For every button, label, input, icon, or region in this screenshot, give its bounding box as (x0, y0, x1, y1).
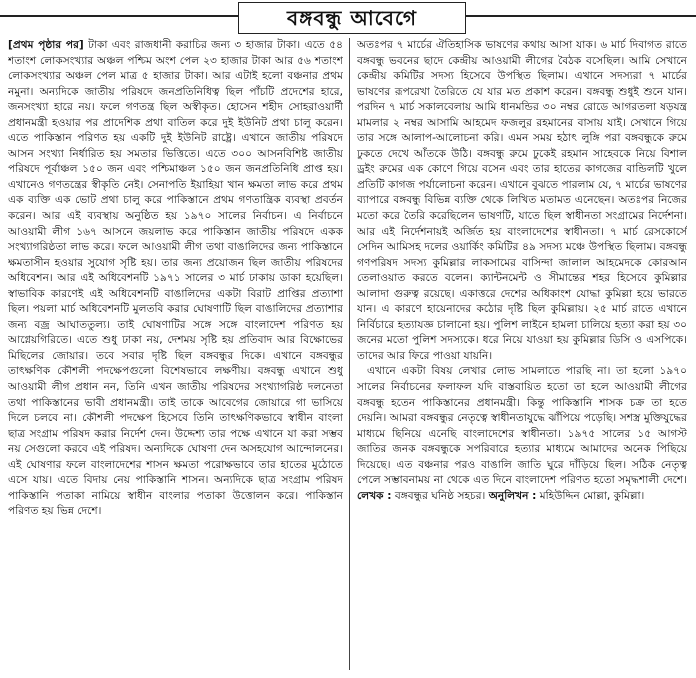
left-paragraph-text: টাকা এবং রাজধানী করাচির জন্য ৩ হাজার টাকা। এতে ৫৪ শতাংশ লোকসংখ্যার অঞ্চল পশ্চিম অংশ পেল ২৩ হাজার টাকা আর ৫৬ শতাংশ লোকসংখ্যার অঞ্চল পেল মাত্র ৫ হাজার টাকা। আর এটাই হলো বঞ্চনার প্রথম নমুনা। অন্যদিকে জাতীয় পরিষদে জনপ্রতিনিধিত্ব ছিল পাঁচটি প্রদেশের হারে, জনসংখ্যা হারে নয়। ফলে গণতন্ত্র ছিল অস্বীকৃত। হোসেন শহীদ সোহরাওয়ার্দী প্রধানমন্ত্রী হওয়ার পর প্রাদেশিক প্রথা বাতিল করে দুই ইউনিট প্রথা চালু করেন। এতে পাকিস্তান পরিণত হয় একটি দুই ইউনিট রাষ্ট্রে। এখানে জাতীয় পরিষদে আসন সংখ্যা নির্ধারিত হয় সমতার ভিত্তিতে। এতে ৩০০ আসনবিশিষ্ট জাতীয় পরিষদে পূর্বাঞ্চল ১৫০ জন এবং পশ্চিমাঞ্চল ১৫০ জন জনপ্রতিনিধি প্রাপ্ত হয়। এখানেও গণতন্ত্রের স্বীকৃতি নেই। সেনাপতি ইয়াহিয়া খান ক্ষমতা লাভ করে প্রথম এক ব্যক্তি এক ভোট প্রথা চালু করে পাকিস্তানে প্রথম গণতান্ত্রিক ব্যবস্থা প্রবর্তন করেন। আর এই ব্যবস্থায় অনুষ্ঠিত হয় ১৯৭০ সালের নির্বাচন। এ নির্বাচনে আওয়ামী লীগ ১৬৭ আসনে জয়লাভ করে পাকিস্তান জাতীয় পরিষদে একক সংখ্যাগরিষ্ঠতা লাভ করে। ফলে আওয়ামী লীগ তথা বাঙালিদের জন্য পাকিস্তানে ক্ষমতাসীন হওয়ার সুযোগ সৃষ্টি হয়। তার জন্য প্রয়োজন ছিল জাতীয় পরিষদের অধিবেশন। আর এই অধিবেশনটি ১৯৭১ সালের ৩ মার্চ ঢাকায় ডাকা হয়েছিল। স্বাভাবিক কারণেই এই অধিবেশনটি বাঙালিদের একটা বিরাট প্রাপ্তির প্রত্যাশা ছিল। পয়লা মার্চ অধিবেশনটি মুলতবি করার ঘোষণাটি ছিল বাঙালিদের প্রত্যাশার জন্য বজ্র আঘাততুল্য। তাই ঘোষণাটির সঙ্গে সঙ্গে বাংলাদেশ পরিণত হয় আগ্নেয়গিরিতে। এতে শুধু ঢাকা নয়, দেশময় সৃষ্টি হয় প্রতিবাদ আর বিক্ষোভের মিছিলের জোয়ার। তবে সবার দৃষ্টি ছিল বঙ্গবন্ধুর দিকে। এখানে বঙ্গবন্ধুর তাৎক্ষণিক কৌশলী পদক্ষেপগুলো বিশেষভাবে লক্ষণীয়। বঙ্গবন্ধু এখানে শুধু আওয়ামী লীগ প্রধান নন, তিনি এখন জাতীয় পরিষদের সংখ্যাগরিষ্ঠ দলনেতা তথা পাকিস্তানের ভাবী প্রধানমন্ত্রী। তাই তাকে আবেগের জোয়ারে গা ভাসিয়ে দিলে চলবে না। কৌশলী পদক্ষেপ হিসেবে তিনি তাৎক্ষণিকভাবে স্বাধীন বাংলা ছাত্র সংগ্রাম পরিষদ করার নির্দেশ দেন। উদ্দেশ্য তার পক্ষে এখানে যা করা সম্ভব নয় সেগুলো করবে এই পরিষদ। অন্যদিকে ঘোষণা দেন অসহযোগ আন্দোলনের। এই ঘোষণার ফলে বাংলাদেশের শাসন ক্ষমতা পরোক্ষভাবে তার হাতের মুঠোতে এসে যায়। এতে বিদায় নেয় পাকিস্তানি শাসন। অন্যদিকে ছাত্র সংগ্রাম পরিষদ পাকিস্তানি পতাকা নামিয়ে স্বাধীন বাংলার পতাকা উত্তোলন করে। পাকিস্তান পরিণত হয় ভিন্ন দেশে। (8, 39, 343, 518)
section-header (238, 2, 466, 34)
right-paragraph-2 (357, 364, 687, 504)
continuation-prefix: [প্রথম পৃষ্ঠার পর] (8, 39, 84, 51)
section-title: বঙ্গবন্ধু আবেগে (287, 6, 417, 30)
column-divider (349, 38, 350, 670)
left-column (8, 38, 343, 672)
transcriber-label: অনুলিখন : (488, 489, 537, 502)
transcriber-text: মহিউদ্দিন মোল্লা, কুমিল্লা। (539, 489, 645, 502)
author-text: বঙ্গবন্ধুর ঘনিষ্ঠ সহচর। (394, 489, 486, 502)
right-column (357, 38, 687, 672)
right-paragraph-1: অতঃপর ৭ মার্চের ঐতিহাসিক ভাষণের কথায় আসা যাক। ৬ মার্চ দিবাগত রাতে বঙ্গবন্ধু ভবনের ছাদে কেন্দ্রীয় আওয়ামী লীগের বৈঠক বসেছিল। আমি সেখানে কেন্দ্রীয় কমিটির সদস্য হিসেবে উপস্থিত ছিলাম। এখানে সদস্যরা ৭ মার্চের ভাষণের রূপরেখা তৈরিতে যে যার মত প্রকাশ করেন। বঙ্গবন্ধু শুধুই শুনে যান। পরদিন ৭ মার্চ সকালবেলায় আমি ধানমন্ডির ৩০ নম্বর রোডে আগরতলা ষড়যন্ত্র মামলার ২ নম্বর আসামি আহমেদ ফজলুর রহমানের বাসায় যাই। সেখানে গিয়ে তার সঙ্গে আলাপ-আলোচনা করি। এমন সময় হঠাৎ লুঙ্গি পরা বঙ্গবন্ধুকে রুমে ঢুকতে দেখে আঁতকে উঠি। বঙ্গবন্ধু রুমে ঢুকেই রহমান সাহেবকে নিয়ে বিশাল ড্রইং রুমের এক কোণে গিয়ে বসেন এবং তার হাতের কাগজের বান্ডিলটি খুলে প্রতিটি কাগজ পর্যালোচনা করেন। এখানে বুঝতে পারলাম যে, ৭ মার্চের ভাষণের ব্যাপারে বঙ্গবন্ধু বিভিন্ন ব্যক্তি থেকে লিখিত মতামত এনেছেন। অতঃপর নিজের মতো করে তৈরি করেছিলেন ভাষণটি, যাতে ছিল স্বাধীনতা সংগ্রামের নির্দেশনা। আর এই নির্দেশনায়ই অর্জিত হয় বাংলাদেশের স্বাধীনতা। ৭ মার্চ রেসকোর্সে সেদিন আমিসহ দলের ওয়ার্কিং কমিটির ৪৯ সদস্য মঞ্চে উপস্থিত ছিলাম। বঙ্গবন্ধু গণপরিষদ সদস্য কুমিল্লার লাকসামের বাসিন্দা জালাল আহমেদকে কোরআন তেলাওয়াত করতে বলেন। ক্যান্টনমেন্ট ও সীমান্তের শহর হিসেবে কুমিল্লার আলাদা গুরুত্ব রয়েছে। একাত্তরে দেশের অধিকাংশ যোদ্ধা কুমিল্লা হয়ে ভারতে যান। এ কারণে হায়েনাদের কঠোর দৃষ্টি ছিল কুমিল্লায়। ২৫ মার্চ রাতে এখানে নির্বিচারে হত্যাযজ্ঞ চালানো হয়। পুলিশ লাইনে হামলা চালিয়ে হত্যা করা হয় ৩০ জনের মতো পুলিশ সদস্যকে। ধরে নিয়ে যাওয়া হয় কুমিল্লার ডিসি ও এসপিকে। তাদের আর ফিরে পাওয়া যায়নি। (357, 39, 687, 362)
author-label: লেখক : (357, 489, 392, 502)
left-paragraph (8, 38, 343, 520)
right-paragraph-2-text: এখানে একটা বিষয় লেখার লোভ সামলাতে পারছি না। তা হলো ১৯৭০ সালের নির্বাচনের ফলাফল যদি বাস্তবায়িত হতো তা হলে আওয়ামী লীগের বঙ্গবন্ধু হতেন পাকিস্তানের প্রধানমন্ত্রী। কিন্তু পাকিস্তানি শাসক চক্র তা হতে দেয়নি। আমরা বঙ্গবন্ধুর নেতৃত্বে স্বাধীনতাযুদ্ধে ঝাঁপিয়ে পড়েছি। সশস্ত্র মুক্তিযুদ্ধের মাধ্যমে ছিনিয়ে এনেছি বাংলাদেশের স্বাধীনতা। ১৯৭৫ সালের ১৫ আগস্ট জাতির জনক বঙ্গবন্ধুকে সপরিবারে হত্যার মাধ্যমে আমাদের অনেক পিছিয়ে দিয়েছে। এত বঞ্চনার পরও বাঙালি জাতি ঘুরে দাঁড়িয়ে ছিল। সঠিক নেতৃত্ব পেলে সম্ভাবনাময় না থেকে এত দিনে বাংলাদেশ পরিণত হতো সমৃদ্ধশালী দেশে। (357, 365, 687, 487)
